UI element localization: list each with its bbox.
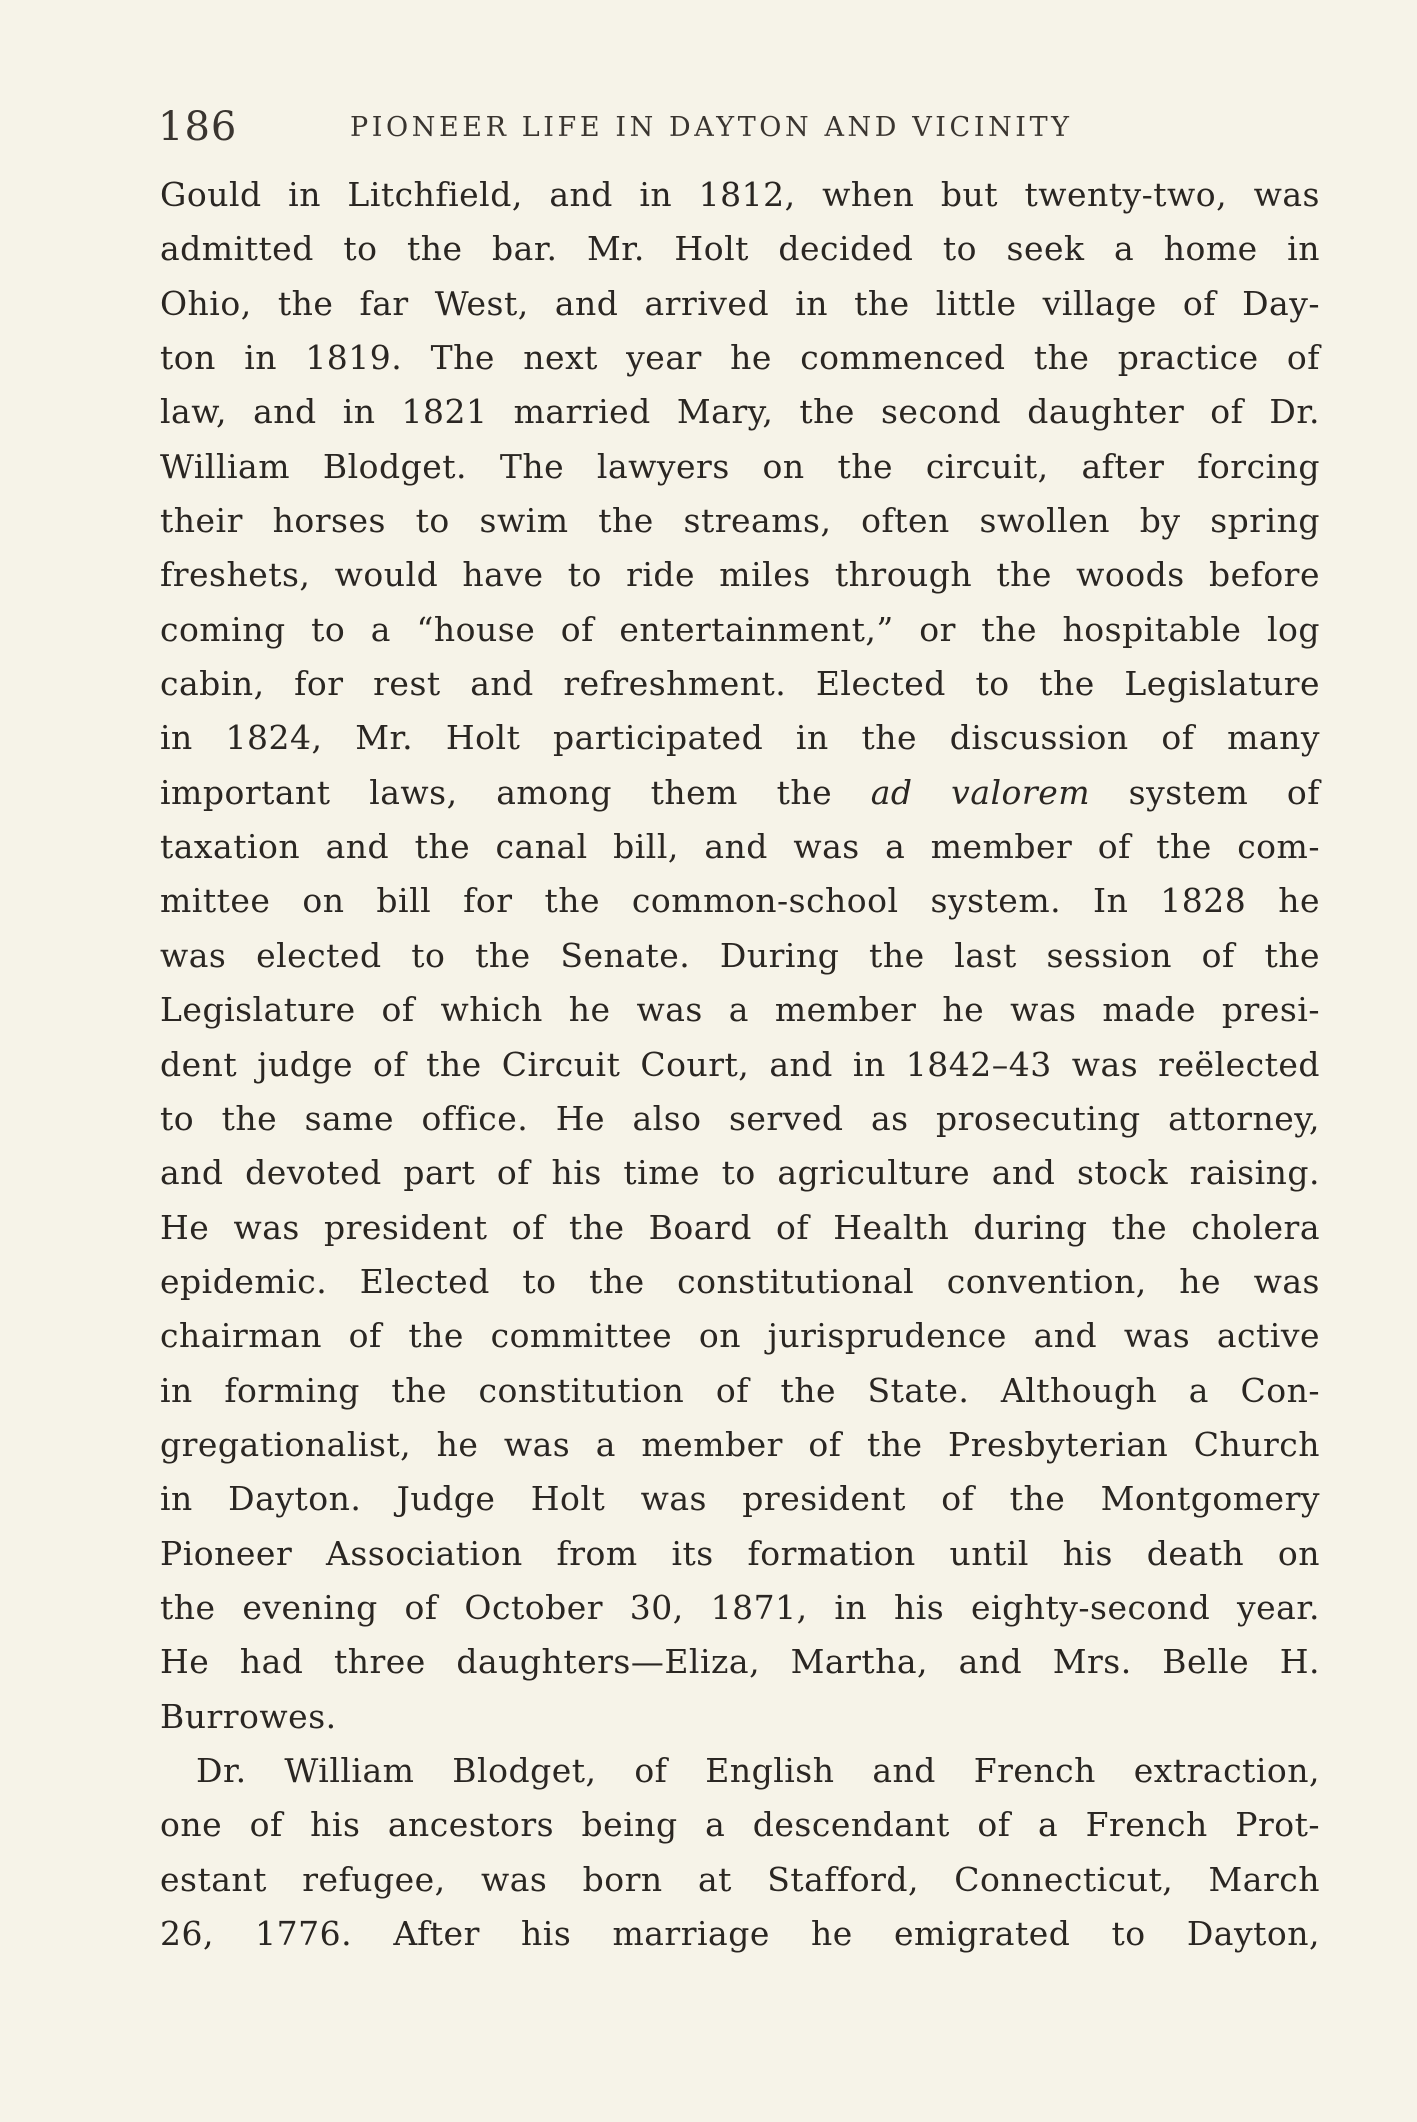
text-line: law, and in 1821 married Mary, the second daughter of Dr.	[160, 392, 1320, 432]
text-segment: important laws, among them the	[160, 772, 871, 812]
text-line: freshets, would have to ride miles through the woods before	[160, 555, 1320, 595]
text-segment: system of	[1090, 772, 1320, 812]
text-line-with-italic	[160, 766, 1320, 820]
text-line: Gould in Litchfield, and in 1812, when but twenty-two, was	[160, 175, 1320, 214]
text-line: was elected to the Senate. During the last session of the	[160, 935, 1320, 975]
text-line: ton in 1819. The next year he commenced the practice of	[160, 338, 1320, 378]
text-line: in forming the constitution of the State. Although a Con-	[160, 1370, 1320, 1410]
text-line: 26, 1776. After his marriage he emigrated to Dayton,	[160, 1914, 1320, 1953]
text-line: Ohio, the far West, and arrived in the little village of Day-	[160, 283, 1320, 323]
text-line: to the same office. He also served as prosecuting attorney,	[160, 1098, 1320, 1138]
paragraph-end-line: Burrowes.	[160, 1696, 337, 1736]
text-line: epidemic. Elected to the constitutional convention, he was	[160, 1261, 1320, 1301]
text-line: cabin, for rest and refreshment. Elected to the Legislature	[160, 664, 1320, 704]
text-line: estant refugee, was born at Stafford, Connecticut, March	[160, 1859, 1320, 1899]
text-line: Pioneer Association from its formation until his death on	[160, 1533, 1320, 1573]
text-line: mittee on bill for the common-school system. In 1828 he	[160, 881, 1320, 921]
text-line: their horses to swim the streams, often swollen by spring	[160, 501, 1320, 541]
italic-phrase: ad valorem	[870, 772, 1091, 812]
text-line: and devoted part of his time to agriculture and stock raising.	[160, 1153, 1320, 1193]
text-line: Legislature of which he was a member he was made presi-	[160, 990, 1320, 1030]
text-line: in Dayton. Judge Holt was president of the Montgomery	[160, 1479, 1320, 1519]
text-line: the evening of October 30, 1871, in his eighty-second year.	[160, 1587, 1320, 1627]
text-line: in 1824, Mr. Holt participated in the discussion of many	[160, 718, 1320, 758]
text-line: admitted to the bar. Mr. Holt decided to seek a home in	[160, 229, 1320, 269]
page-number: 186	[158, 104, 238, 150]
text-line: chairman of the committee on jurisprudence and was active	[160, 1316, 1320, 1356]
running-title: PIONEER LIFE IN DAYTON AND VICINITY	[350, 112, 1073, 143]
running-head	[158, 100, 1158, 160]
body-text	[160, 168, 1320, 1961]
text-line: gregationalist, he was a member of the Presbyterian Church	[160, 1424, 1320, 1464]
text-line: one of his ancestors being a descendant of a French Prot-	[160, 1805, 1320, 1845]
text-line: He was president of the Board of Health during the cholera	[160, 1207, 1320, 1247]
text-line: coming to a “house of entertainment,” or the hospitable log	[160, 609, 1320, 649]
text-line: He had three daughters—Eliza, Martha, and Mrs. Belle H.	[160, 1642, 1320, 1682]
text-line: dent judge of the Circuit Court, and in 1842–43 was reëlected	[160, 1044, 1320, 1084]
text-line: taxation and the canal bill, and was a member of the com-	[160, 827, 1320, 867]
paragraph-start-line: Dr. William Blodget, of English and French extraction,	[196, 1750, 1320, 1790]
text-line: William Blodget. The lawyers on the circuit, after forcing	[160, 446, 1320, 486]
